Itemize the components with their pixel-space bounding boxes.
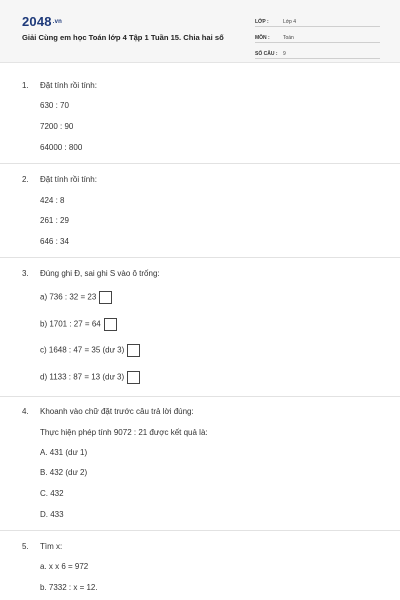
list-item: 424 : 8 — [40, 196, 65, 205]
question-number: 1. — [22, 81, 29, 90]
question-text: Đúng ghi Đ, sai ghi S vào ô trống: — [40, 269, 160, 278]
question-text: Đặt tính rồi tính: — [40, 81, 97, 90]
list-item: 261 : 29 — [40, 216, 69, 225]
question-subtext: Thực hiện phép tính 9072 : 21 được kết quả là: — [40, 428, 208, 437]
question-number: 5. — [22, 542, 29, 551]
answer-checkbox[interactable] — [99, 291, 112, 304]
meta-value: Toán — [283, 35, 294, 41]
question-text: Tìm x: — [40, 542, 63, 551]
meta-panel — [255, 15, 380, 63]
true-false-item — [40, 291, 112, 304]
meta-row-subject — [255, 31, 380, 43]
document-title: Giải Cùng em học Toán lớp 4 Tập 1 Tuần 15. Chia hai số — [22, 33, 224, 42]
item-text: c) 1648 : 47 = 35 (dư 3) — [40, 345, 125, 355]
meta-value: 9 — [283, 51, 286, 57]
true-false-item — [40, 318, 117, 331]
meta-label: LỚP : — [255, 19, 269, 25]
meta-label: MÔN : — [255, 35, 270, 41]
site-logo[interactable] — [22, 14, 62, 29]
answer-checkbox[interactable] — [127, 344, 140, 357]
choice-c[interactable]: C. 432 — [40, 489, 64, 498]
meta-label: SỐ CÂU : — [255, 51, 278, 57]
answer-checkbox[interactable] — [104, 318, 117, 331]
list-item: 646 : 34 — [40, 237, 69, 246]
worksheet-header — [0, 0, 400, 63]
question-text: Đặt tính rồi tính: — [40, 175, 97, 184]
list-item: 630 : 70 — [40, 101, 69, 110]
list-item: b. 7332 : x = 12. — [40, 583, 98, 592]
item-text: b) 1701 : 27 = 64 — [40, 319, 101, 329]
question-number: 4. — [22, 407, 29, 416]
logo-text: 2048 — [22, 14, 52, 29]
answer-checkbox[interactable] — [127, 371, 140, 384]
meta-row-class — [255, 15, 380, 27]
question-number: 3. — [22, 269, 29, 278]
question-number: 2. — [22, 175, 29, 184]
true-false-item — [40, 371, 140, 384]
list-item: 7200 : 90 — [40, 122, 74, 131]
divider — [0, 163, 400, 164]
true-false-item — [40, 344, 140, 357]
choice-b[interactable]: B. 432 (dư 2) — [40, 468, 88, 477]
meta-value: Lớp 4 — [283, 19, 297, 25]
divider — [0, 257, 400, 258]
meta-row-count — [255, 47, 380, 59]
choice-a[interactable]: A. 431 (dư 1) — [40, 448, 88, 457]
item-text: a) 736 : 32 = 23 — [40, 292, 97, 302]
divider — [0, 530, 400, 531]
list-item: 64000 : 800 — [40, 143, 83, 152]
question-text: Khoanh vào chữ đặt trước câu trả lời đúng: — [40, 407, 194, 416]
list-item: a. x x 6 = 972 — [40, 562, 89, 571]
divider — [0, 396, 400, 397]
choice-d[interactable]: D. 433 — [40, 510, 64, 519]
logo-tld: .vn — [52, 19, 63, 25]
item-text: d) 1133 : 87 = 13 (dư 3) — [40, 372, 125, 382]
